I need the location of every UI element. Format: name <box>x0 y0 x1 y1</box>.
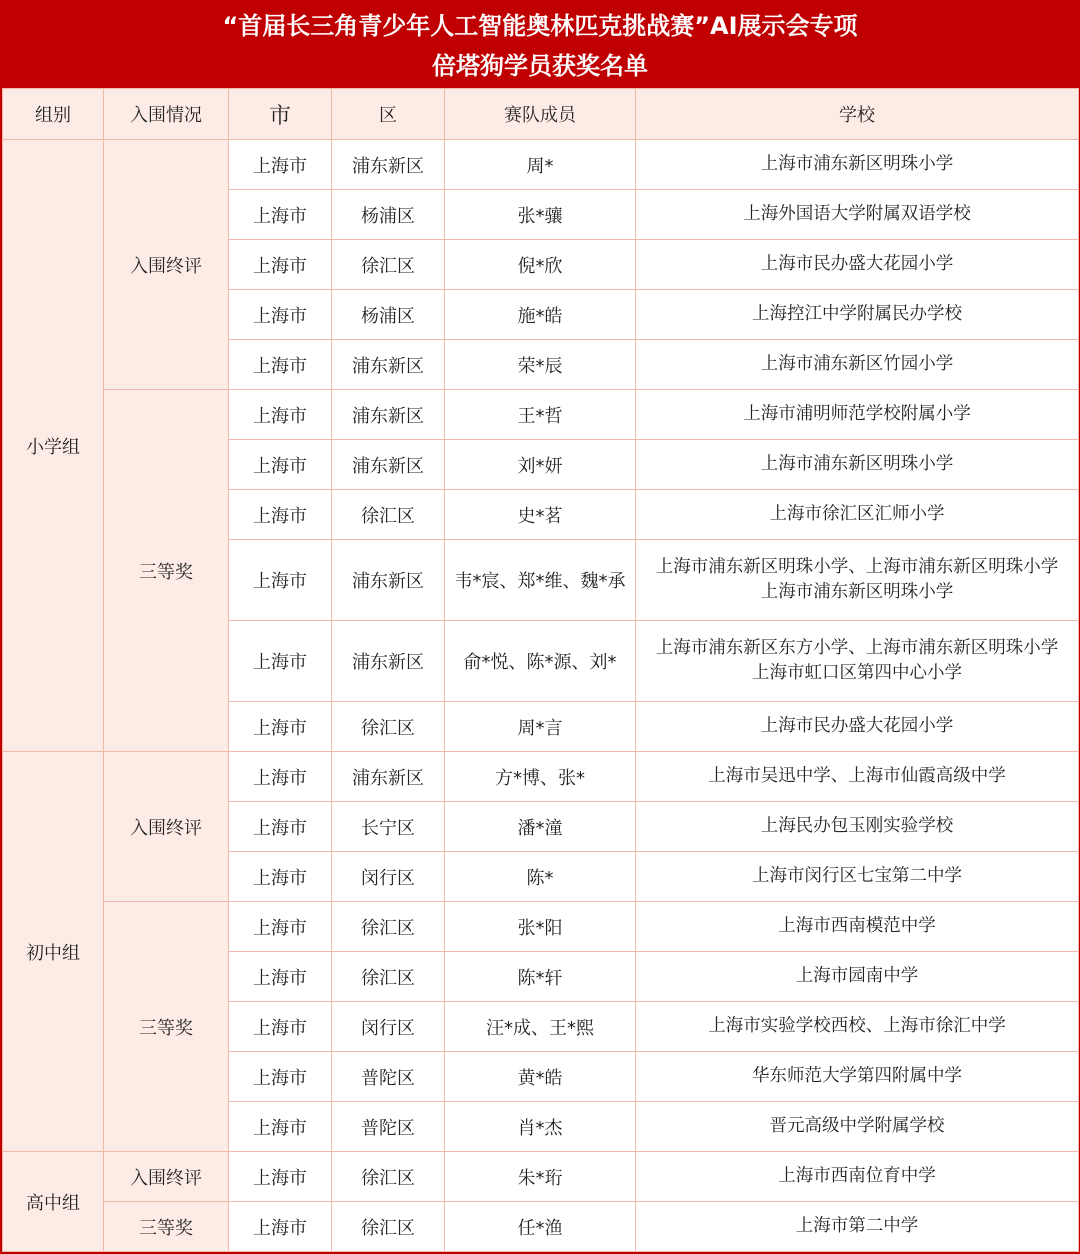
city-cell: 上海市 <box>229 902 332 952</box>
school-cell: 上海市西南模范中学 <box>636 902 1079 952</box>
city-cell: 上海市 <box>229 240 332 290</box>
members-cell: 汪*成、王*熙 <box>445 1002 636 1052</box>
school-cell: 上海市闵行区七宝第二中学 <box>636 852 1079 902</box>
members-cell: 倪*欣 <box>445 240 636 290</box>
members-cell: 王*哲 <box>445 390 636 440</box>
table-row <box>3 390 1079 440</box>
header-members: 赛队成员 <box>445 89 636 140</box>
members-cell: 韦*宸、郑*维、魏*承 <box>445 540 636 621</box>
members-cell: 陈*轩 <box>445 952 636 1002</box>
header-school: 学校 <box>636 89 1079 140</box>
school-line: 上海市浦东新区明珠小学 <box>760 582 954 602</box>
district-cell: 浦东新区 <box>332 752 445 802</box>
status-cell: 三等奖 <box>104 902 229 1152</box>
status-cell: 三等奖 <box>104 1202 229 1252</box>
district-cell: 杨浦区 <box>332 290 445 340</box>
city-cell: 上海市 <box>229 802 332 852</box>
school-cell <box>636 540 1079 621</box>
city-cell: 上海市 <box>229 1002 332 1052</box>
members-cell: 肖*杰 <box>445 1102 636 1152</box>
district-cell: 长宁区 <box>332 802 445 852</box>
members-cell: 刘*妍 <box>445 440 636 490</box>
city-cell: 上海市 <box>229 1202 332 1252</box>
school-cell: 上海市浦东新区竹园小学 <box>636 340 1079 390</box>
school-cell: 华东师范大学第四附属中学 <box>636 1052 1079 1102</box>
members-cell: 张*阳 <box>445 902 636 952</box>
group-cell: 初中组 <box>3 752 104 1152</box>
district-cell: 浦东新区 <box>332 140 445 190</box>
school-cell <box>636 621 1079 702</box>
group-cell: 高中组 <box>3 1152 104 1252</box>
city-cell: 上海市 <box>229 752 332 802</box>
members-cell: 潘*潼 <box>445 802 636 852</box>
school-cell: 上海市实验学校西校、上海市徐汇中学 <box>636 1002 1079 1052</box>
members-cell: 周* <box>445 140 636 190</box>
school-cell: 上海市园南中学 <box>636 952 1079 1002</box>
header-row <box>3 89 1079 140</box>
school-line: 上海市浦东新区东方小学、上海市浦东新区明珠小学 <box>655 638 1059 658</box>
school-cell: 上海市徐汇区汇师小学 <box>636 490 1079 540</box>
award-table <box>2 88 1079 1252</box>
city-cell: 上海市 <box>229 190 332 240</box>
table-row <box>3 1152 1079 1202</box>
members-cell: 俞*悦、陈*源、刘* <box>445 621 636 702</box>
city-cell: 上海市 <box>229 1102 332 1152</box>
status-cell: 三等奖 <box>104 390 229 752</box>
school-cell: 上海市第二中学 <box>636 1202 1079 1252</box>
school-cell: 上海市浦东新区明珠小学 <box>636 440 1079 490</box>
district-cell: 浦东新区 <box>332 440 445 490</box>
status-cell: 入围终评 <box>104 140 229 390</box>
district-cell: 浦东新区 <box>332 621 445 702</box>
district-cell: 徐汇区 <box>332 1152 445 1202</box>
district-cell: 徐汇区 <box>332 1202 445 1252</box>
members-cell: 张*骧 <box>445 190 636 240</box>
city-cell: 上海市 <box>229 952 332 1002</box>
members-cell: 黄*皓 <box>445 1052 636 1102</box>
table-row <box>3 140 1079 190</box>
district-cell: 闵行区 <box>332 852 445 902</box>
school-cell: 晋元高级中学附属学校 <box>636 1102 1079 1152</box>
district-cell: 浦东新区 <box>332 390 445 440</box>
status-cell: 入围终评 <box>104 752 229 902</box>
members-cell: 方*博、张* <box>445 752 636 802</box>
members-cell: 周*言 <box>445 702 636 752</box>
table-row <box>3 752 1079 802</box>
city-cell: 上海市 <box>229 540 332 621</box>
district-cell: 徐汇区 <box>332 702 445 752</box>
district-cell: 徐汇区 <box>332 490 445 540</box>
school-line: 上海市浦东新区明珠小学、上海市浦东新区明珠小学 <box>655 557 1059 577</box>
city-cell: 上海市 <box>229 140 332 190</box>
table-row <box>3 1202 1079 1252</box>
city-cell: 上海市 <box>229 290 332 340</box>
district-cell: 浦东新区 <box>332 340 445 390</box>
title-line-1: “首届长三角青少年人工智能奥林匹克挑战赛”AI展示会专项 <box>222 12 858 40</box>
school-line: 上海市虹口区第四中心小学 <box>752 663 962 683</box>
city-cell: 上海市 <box>229 852 332 902</box>
header-city: 市 <box>229 89 332 140</box>
school-cell: 上海市浦东新区明珠小学 <box>636 140 1079 190</box>
district-cell: 徐汇区 <box>332 902 445 952</box>
header-group: 组别 <box>3 89 104 140</box>
district-cell: 普陀区 <box>332 1102 445 1152</box>
table-row <box>3 902 1079 952</box>
district-cell: 徐汇区 <box>332 240 445 290</box>
title-banner <box>2 2 1078 88</box>
city-cell: 上海市 <box>229 390 332 440</box>
members-cell: 朱*珩 <box>445 1152 636 1202</box>
group-cell: 小学组 <box>3 140 104 752</box>
city-cell: 上海市 <box>229 1152 332 1202</box>
members-cell: 施*皓 <box>445 290 636 340</box>
school-cell: 上海市吴迅中学、上海市仙霞高级中学 <box>636 752 1079 802</box>
district-cell: 徐汇区 <box>332 952 445 1002</box>
school-cell: 上海控江中学附属民办学校 <box>636 290 1079 340</box>
school-cell: 上海外国语大学附属双语学校 <box>636 190 1079 240</box>
district-cell: 浦东新区 <box>332 540 445 621</box>
district-cell: 普陀区 <box>332 1052 445 1102</box>
city-cell: 上海市 <box>229 621 332 702</box>
school-cell: 上海市西南位育中学 <box>636 1152 1079 1202</box>
school-cell: 上海民办包玉刚实验学校 <box>636 802 1079 852</box>
city-cell: 上海市 <box>229 490 332 540</box>
school-cell: 上海市民办盛大花园小学 <box>636 702 1079 752</box>
school-cell: 上海市民办盛大花园小学 <box>636 240 1079 290</box>
city-cell: 上海市 <box>229 440 332 490</box>
members-cell: 史*茗 <box>445 490 636 540</box>
city-cell: 上海市 <box>229 1052 332 1102</box>
members-cell: 荣*辰 <box>445 340 636 390</box>
header-status: 入围情况 <box>104 89 229 140</box>
city-cell: 上海市 <box>229 340 332 390</box>
members-cell: 任*渔 <box>445 1202 636 1252</box>
district-cell: 闵行区 <box>332 1002 445 1052</box>
city-cell: 上海市 <box>229 702 332 752</box>
title-line-2: 倍塔狗学员获奖名单 <box>432 52 648 80</box>
members-cell: 陈* <box>445 852 636 902</box>
status-cell: 入围终评 <box>104 1152 229 1202</box>
header-district: 区 <box>332 89 445 140</box>
school-cell: 上海市浦明师范学校附属小学 <box>636 390 1079 440</box>
district-cell: 杨浦区 <box>332 190 445 240</box>
